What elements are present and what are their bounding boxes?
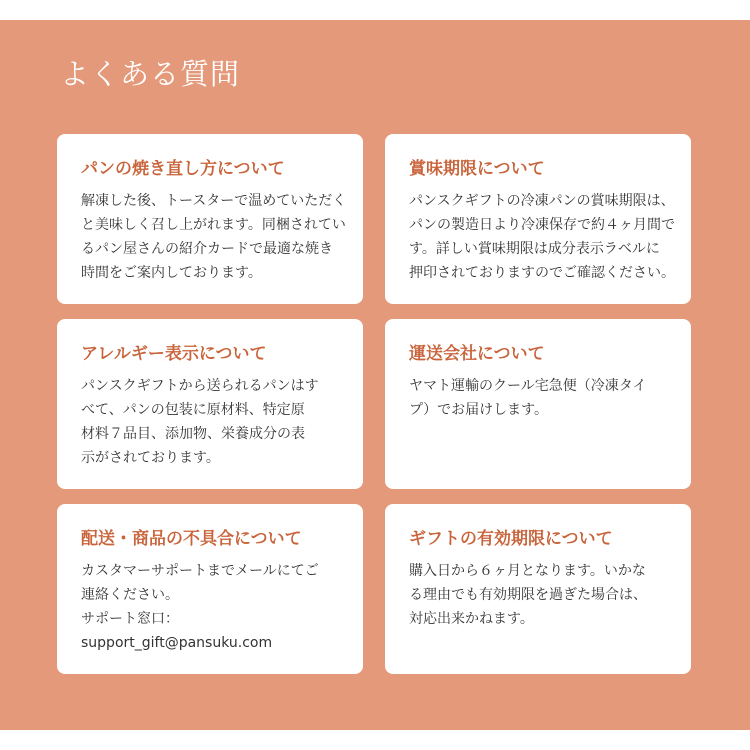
faq-card-title: ギフトの有効期限について bbox=[409, 529, 613, 549]
faq-card-line: す。詳しい賞味期限は成分表示ラベルに bbox=[409, 241, 660, 258]
faq-card-shipping-company bbox=[385, 319, 691, 489]
page-title: よくある質問 bbox=[60, 57, 241, 91]
faq-card-body bbox=[409, 189, 675, 285]
faq-card-line: カスタマーサポートまでメールにてご bbox=[81, 563, 319, 580]
faq-card-line: 解凍した後、トースターで温めていただく bbox=[81, 193, 347, 210]
faq-card-bread-reheating bbox=[57, 134, 363, 304]
faq-card-gift-validity bbox=[385, 504, 691, 674]
faq-card-allergy bbox=[57, 319, 363, 489]
faq-card-line: 示がされております。 bbox=[81, 450, 220, 467]
faq-card-body bbox=[81, 189, 347, 285]
faq-card-expiration bbox=[385, 134, 691, 304]
faq-card-line: 時間をご案内しております。 bbox=[81, 265, 262, 282]
faq-card-body bbox=[409, 374, 669, 422]
faq-card-line: 対応出来かねます。 bbox=[409, 611, 534, 628]
faq-card-delivery-issues bbox=[57, 504, 363, 674]
faq-card-line: べて、パンの包装に原材料、特定原 bbox=[81, 402, 305, 419]
faq-card-line: サポート窓口： bbox=[81, 611, 179, 628]
faq-card-title: 運送会社について bbox=[409, 344, 545, 364]
faq-card-line: パンの製造日より冷凍保存で約４ヶ月間で bbox=[409, 217, 675, 234]
support-email: support_gift@pansuku.com bbox=[81, 635, 273, 652]
faq-card-line: 押印されておりますのでご確認ください。 bbox=[409, 265, 675, 282]
faq-card-line: 購入日から６ヶ月となります。いかな bbox=[409, 563, 646, 580]
faq-card-line: るパン屋さんの紹介カードで最適な焼き bbox=[81, 241, 333, 258]
faq-card-line: プ）でお届けします。 bbox=[409, 402, 549, 419]
faq-card-line: パンスクギフトの冷凍パンの賞味期限は、 bbox=[409, 193, 675, 210]
faq-card-line: る理由でも有効期限を過ぎた場合は、 bbox=[409, 587, 647, 604]
faq-card-line: ヤマト運輸のクール宅急便（冷凍タイ bbox=[409, 378, 647, 395]
faq-card-line: 連絡ください。 bbox=[81, 587, 179, 604]
faq-section bbox=[0, 20, 750, 730]
faq-card-title: パンの焼き直し方について bbox=[81, 159, 285, 179]
faq-card-title: 配送・商品の不具合について bbox=[81, 529, 302, 549]
faq-card-title: 賞味期限について bbox=[409, 159, 545, 179]
faq-card-body bbox=[409, 559, 669, 631]
faq-card-body bbox=[81, 559, 341, 655]
faq-card-body bbox=[81, 374, 341, 470]
faq-card-line: パンスクギフトから送られるパンはす bbox=[81, 378, 319, 395]
faq-card-line: と美味しく召し上がれます。同梱されてい bbox=[81, 217, 346, 234]
faq-card-line: 材料７品目、添加物、栄養成分の表 bbox=[81, 426, 305, 443]
faq-card-title: アレルギー表示について bbox=[81, 344, 267, 364]
